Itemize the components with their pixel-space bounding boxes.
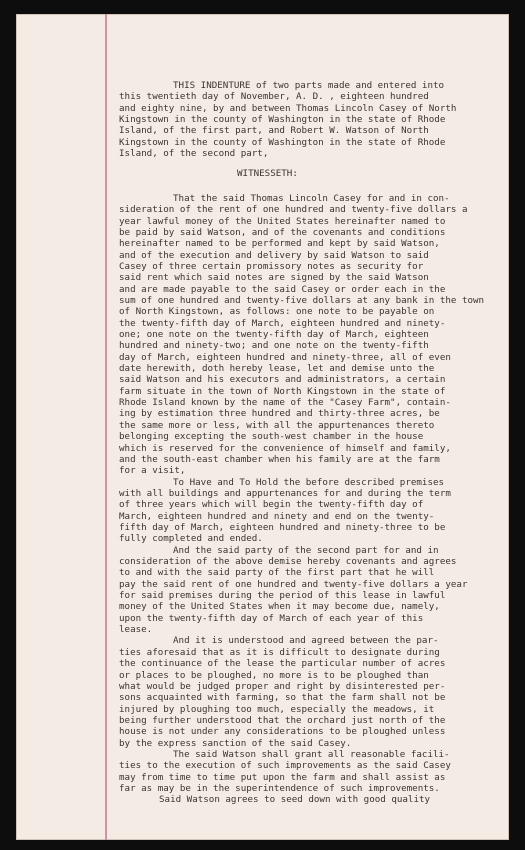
- text-line: said rent which said notes are signed by the said Watson: [119, 272, 429, 284]
- text-line: being further understood that the orchard just north of the: [119, 714, 446, 726]
- text-line: March, eighteen hundred and ninety and end on the twenty-: [119, 510, 435, 522]
- text-line: Kingstown in the county of Washington in the state of Rhode: [119, 136, 446, 148]
- text-line: far as may be in the superintendence of such improvements.: [119, 783, 440, 794]
- text-line: and are made payable to the said Casey or order each in the: [119, 283, 446, 295]
- text-line: by the express sanction of the said Casey.: [119, 737, 352, 749]
- text-line: may from time to time put upon the farm and shall assist as: [119, 771, 446, 783]
- text-line: house is not under any considerations to be ploughed unless: [119, 726, 446, 738]
- text-line: the continuance of the lease the particular number of acres: [119, 658, 446, 670]
- text-line: to and with the said party of the first part that he will: [119, 567, 435, 579]
- text-line: be paid by said Watson, and of the covenants and conditions: [119, 226, 446, 238]
- text-line: money of the United States when it may become due, namely,: [119, 601, 440, 613]
- text-line: day of March, eighteen hundred and ninety-three, all of even: [119, 351, 451, 363]
- text-line: The said Watson shall grant all reasonable facili-: [173, 748, 450, 760]
- text-line: injured by ploughing too much, especially the meadows, it: [119, 703, 435, 715]
- text-line: sons acquainted with farming, so that the farm shall not be: [119, 692, 446, 704]
- text-line: date herewith, doth hereby lease, let and demise unto the: [119, 363, 435, 375]
- text-line: sideration of the rent of one hundred and twenty-five dollars a: [119, 204, 468, 216]
- text-line: and eighty nine, by and between Thomas Lincoln Casey of North: [119, 102, 457, 114]
- margin-rule: [105, 14, 107, 840]
- text-line: Casey of three certain promissory notes as security for: [119, 260, 424, 272]
- text-line: the same more or less, with all the appurtenances thereto: [119, 419, 435, 431]
- text-line: ing by estimation three hundred and thirty-three acres, be: [119, 408, 440, 420]
- text-line: That the said Thomas Lincoln Casey for and in con-: [173, 192, 450, 204]
- text-line: Rhode Island known by the name of the "Casey Farm", contain-: [119, 397, 451, 409]
- text-line: and the south-east chamber when his family are at the farm: [119, 453, 440, 465]
- text-line: which is reserved for the convenience of himself and family,: [119, 442, 451, 454]
- text-line: Island, of the second part,: [119, 148, 269, 160]
- text-line: lease.: [119, 624, 153, 636]
- text-line: fully completed and ended.: [119, 533, 263, 545]
- text-line: for said premises during the period of this lease in lawful: [119, 590, 446, 602]
- text-line: of three years which will begin the twenty-fifth day of: [119, 499, 424, 511]
- text-line: for a visit,: [119, 465, 186, 477]
- text-line: sum of one hundred and twenty-five dollars at any bank in the town: [119, 294, 485, 306]
- text-line: And it is understood and agreed between the par-: [173, 635, 439, 647]
- text-line: hundred and ninety-two; and one note on the twenty-fifth: [119, 340, 429, 352]
- text-line: fifth day of March, eighteen hundred and ninety-three to be: [119, 521, 446, 533]
- text-line: or places to be ploughed, no more is to be ploughed than: [119, 669, 429, 681]
- text-line: said Watson and his executors and administrators, a certain: [119, 374, 446, 386]
- text-line: and of the execution and delivery by said Watson to said: [119, 249, 429, 261]
- text-line: farm situate in the town of North Kingstown in the state of: [119, 385, 446, 397]
- document-page: [16, 14, 509, 840]
- text-line: what would be judged proper and right by disinterested per-: [119, 680, 446, 692]
- text-line: To Have and To Hold the before described premises: [173, 476, 445, 488]
- text-line: belonging excepting the south-west chamber in the house: [119, 431, 424, 443]
- text-line: year lawful money of the United States hereinafter named to: [119, 215, 446, 227]
- text-line: this twentieth day of November, A. D. , eighteen hundred: [119, 91, 429, 103]
- text-line: the twenty-fifth day of March, eighteen hundred and ninety-: [119, 317, 446, 329]
- text-line: THIS INDENTURE of two parts made and entered into: [173, 80, 445, 91]
- text-line: with all buildings and appurtenances for and during the term: [119, 487, 451, 499]
- text-line: of North Kingstown, as follows: one note to be payable on: [119, 306, 435, 318]
- text-line: one; one note on the twenty-fifth day of March, eighteen: [119, 329, 429, 340]
- text-line: ties aforesaid that as it is difficult to designate during: [119, 646, 440, 658]
- section-heading: WITNESSETH:: [237, 168, 298, 180]
- text-line: ties to the execution of such improvements as the said Casey: [119, 760, 451, 772]
- text-line: upon the twenty-fifth day of March of each year of this: [119, 612, 424, 624]
- text-line: Said Watson agrees to seed down with good quality: [159, 794, 431, 806]
- text-line: And the said party of the second part for and in: [173, 544, 439, 556]
- text-line: Island, of the first part, and Robert W. Watson of North: [119, 125, 429, 137]
- text-line: hereinafter named to be performed and kept by said Watson,: [119, 238, 440, 250]
- text-line: Kingstown in the county of Washington in the state of Rhode: [119, 114, 446, 126]
- text-line: pay the said rent of one hundred and twenty-five dollars a year: [119, 578, 468, 590]
- text-line: consideration of the above demise hereby covenants and agrees: [119, 556, 457, 567]
